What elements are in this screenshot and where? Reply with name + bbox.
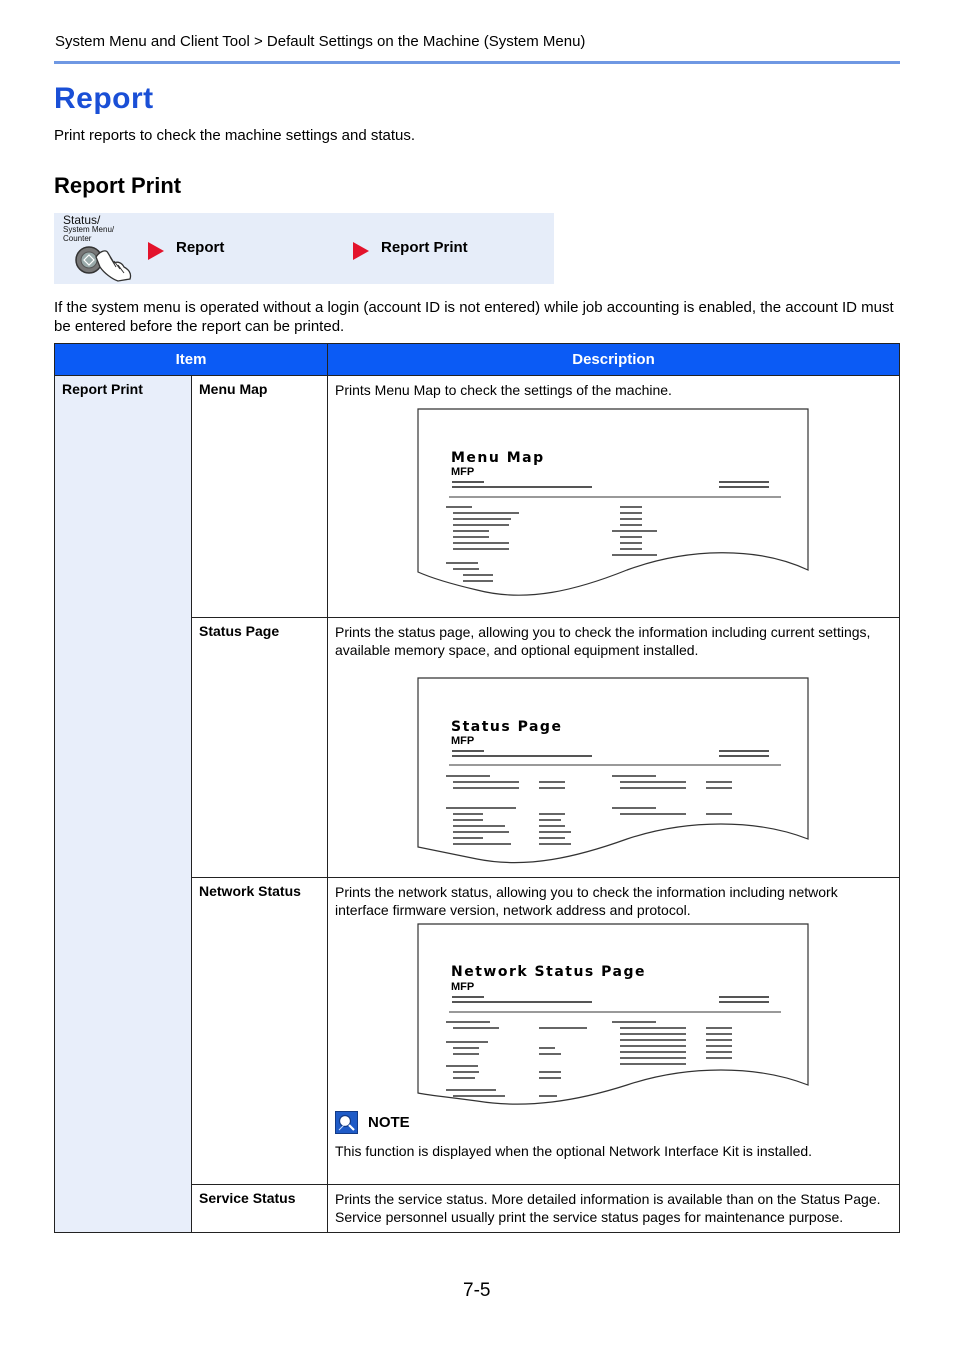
sample-subtitle: MFP [451,466,475,478]
description-cell [328,618,900,878]
item-network-status: Network Status [192,878,328,1185]
table-header-row [55,344,900,376]
right-arrow-icon [148,242,164,260]
description-text: Prints the service status. More detailed information is available than on the Status Page. Service personnel usually print the service status pages for maintenance purpose. [328,1185,900,1233]
sample-title: Network Status Page [451,964,646,980]
note-text: This function is displayed when the optional Network Interface Kit is installed. [335,1143,813,1159]
nav-step-report-print: Report Print [381,239,468,256]
sample-subtitle: MFP [451,981,475,993]
note-header [335,1111,892,1134]
description-text: Prints Menu Map to check the settings of the machine. [335,382,672,398]
page-title: Report [54,82,154,115]
sample-title: Status Page [451,719,563,735]
sample-subtitle: MFP [451,735,475,747]
header-rule [54,61,900,64]
key-label [63,213,115,243]
key-label-line3: Counter [63,234,92,243]
navigation-path [54,213,554,284]
description-text: Prints the status page, allowing you to check the information including current settings, available memory space, and optional equipment installed. [335,624,871,658]
item-status-page: Status Page [192,618,328,878]
description-text: Prints the network status, allowing you to check the information including network interface firmware version, network address and protocol. [335,884,838,918]
system-menu-key-icon [74,243,136,283]
login-note: If the system menu is operated without a login (account ID is not entered) while job accounting is enabled, the account ID must be entered before the report can be printed. [54,299,894,335]
menu-map-sample-image [417,408,811,603]
group-label: Report Print [55,376,192,1233]
status-page-sample-image [417,677,811,867]
intro-text: Print reports to check the machine settings and status. [54,127,416,144]
item-menu-map: Menu Map [192,376,328,618]
description-cell [328,878,900,1185]
right-arrow-icon [353,242,369,260]
page-number: 7-5 [463,1280,491,1301]
key-label-line1: Status/ [63,213,101,227]
network-status-sample-image [417,923,811,1109]
report-table [54,343,900,1233]
table-row [55,376,900,618]
note-icon [335,1111,358,1134]
note-label: NOTE [368,1113,410,1131]
item-service-status: Service Status [192,1185,328,1233]
nav-step-report: Report [176,239,225,256]
key-label-line2: System Menu/ [63,225,115,234]
header-description: Description [328,344,900,376]
description-cell [328,376,900,618]
sample-title: Menu Map [451,450,545,466]
header-item: Item [55,344,328,376]
breadcrumb: System Menu and Client Tool > Default Settings on the Machine (System Menu) [55,33,586,50]
section-title: Report Print [54,173,182,198]
